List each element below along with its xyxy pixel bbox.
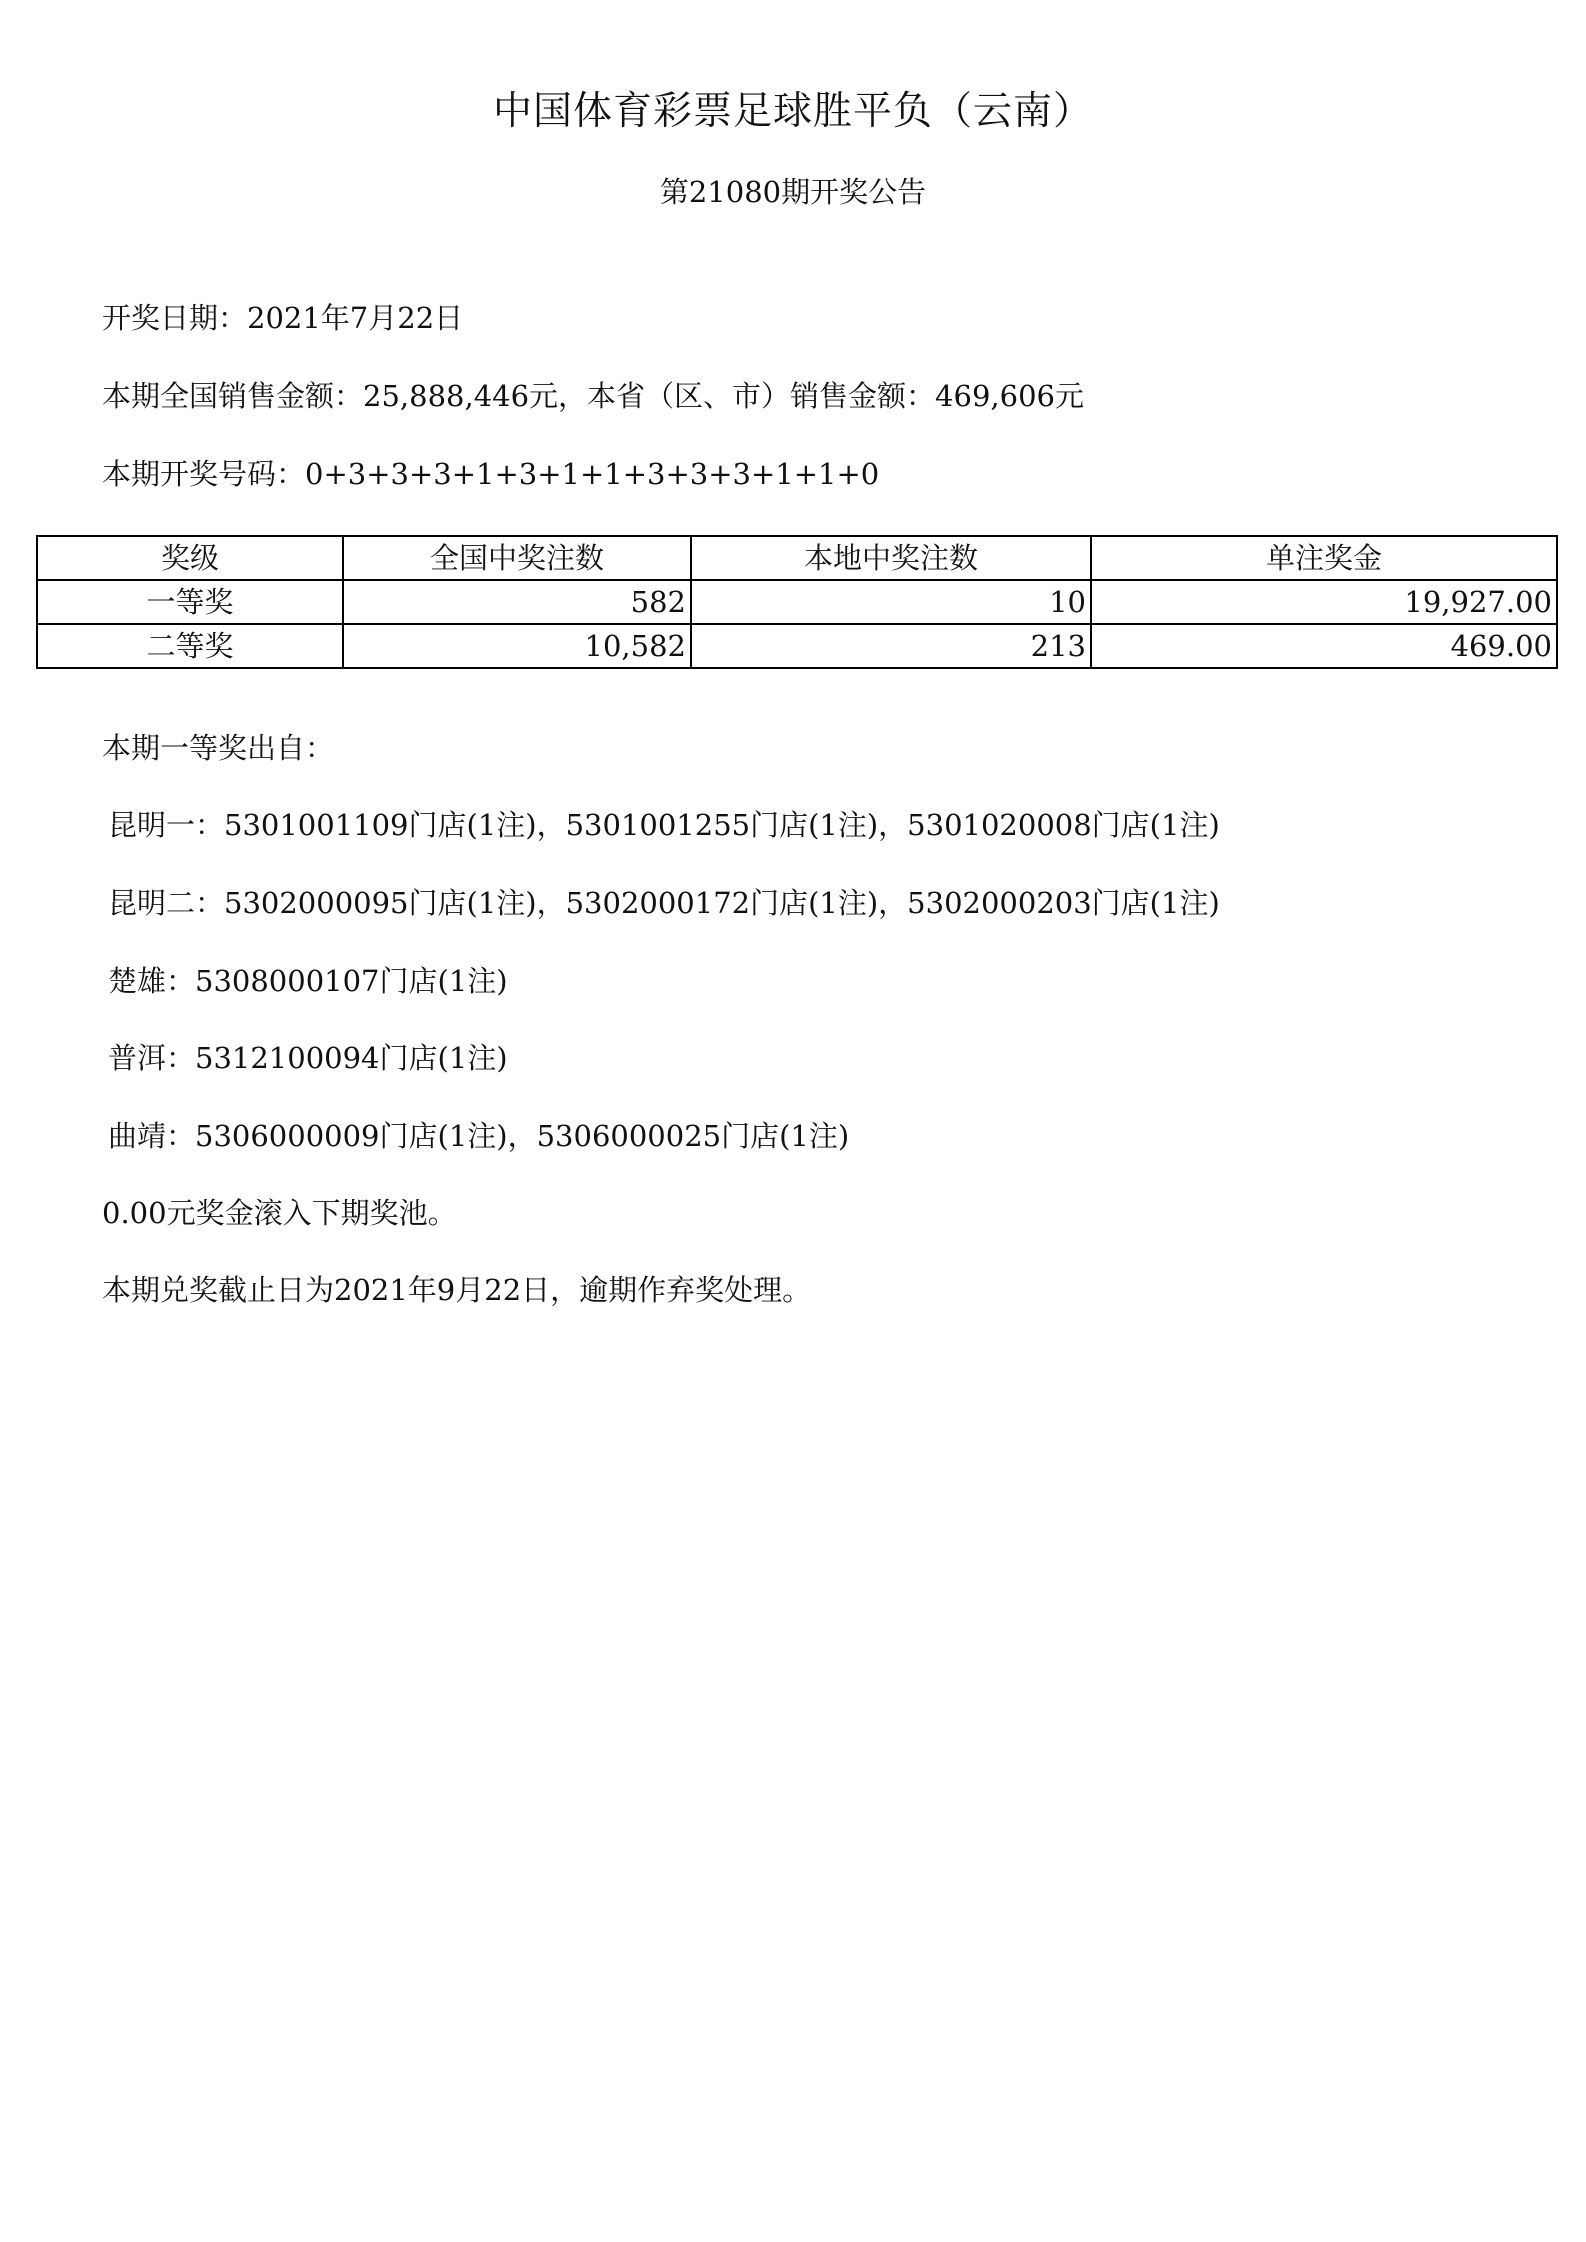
header-cell: 本地中奖注数 [691, 536, 1091, 580]
winning-numbers: 本期开奖号码：0+3+3+3+1+3+1+1+3+3+3+1+1+0 [102, 457, 880, 491]
table-row [37, 624, 1557, 668]
national-count-cell: 10,582 [343, 624, 691, 668]
table-row [37, 580, 1557, 624]
draw-date: 开奖日期：2021年7月22日 [102, 301, 464, 335]
winners-heading: 本期一等奖出自： [102, 731, 335, 765]
prize-amount-cell: 19,927.00 [1091, 580, 1557, 624]
sales-amount: 本期全国销售金额：25,888,446元，本省（区、市）销售金额：469,606元 [102, 379, 1084, 413]
header-cell: 全国中奖注数 [343, 536, 691, 580]
local-count-cell: 213 [691, 624, 1091, 668]
prize-amount-cell: 469.00 [1091, 624, 1557, 668]
winner-line: 昆明二：5302000095门店(1注)，5302000172门店(1注)，5302000203门店(1注) [108, 886, 1220, 920]
local-count-cell: 10 [691, 580, 1091, 624]
header-cell: 奖级 [37, 536, 343, 580]
rollover-note: 0.00元奖金滚入下期奖池。 [102, 1196, 457, 1230]
winner-line: 曲靖：5306000009门店(1注)，5306000025门店(1注) [108, 1119, 850, 1153]
prize-level-cell: 一等奖 [37, 580, 343, 624]
document-subtitle: 第21080期开奖公告 [659, 175, 927, 209]
prize-table [36, 535, 1558, 669]
header-cell: 单注奖金 [1091, 536, 1557, 580]
winner-line: 楚雄：5308000107门店(1注) [108, 964, 508, 998]
document-title: 中国体育彩票足球胜平负（云南） [492, 89, 1093, 134]
deadline-note: 本期兑奖截止日为2021年9月22日，逾期作弃奖处理。 [102, 1273, 812, 1307]
winner-line: 普洱：5312100094门店(1注) [108, 1041, 508, 1075]
table-header-row [37, 536, 1557, 580]
national-count-cell: 582 [343, 580, 691, 624]
prize-level-cell: 二等奖 [37, 624, 343, 668]
winner-line: 昆明一：5301001109门店(1注)，5301001255门店(1注)，5301020008门店(1注) [108, 808, 1220, 842]
